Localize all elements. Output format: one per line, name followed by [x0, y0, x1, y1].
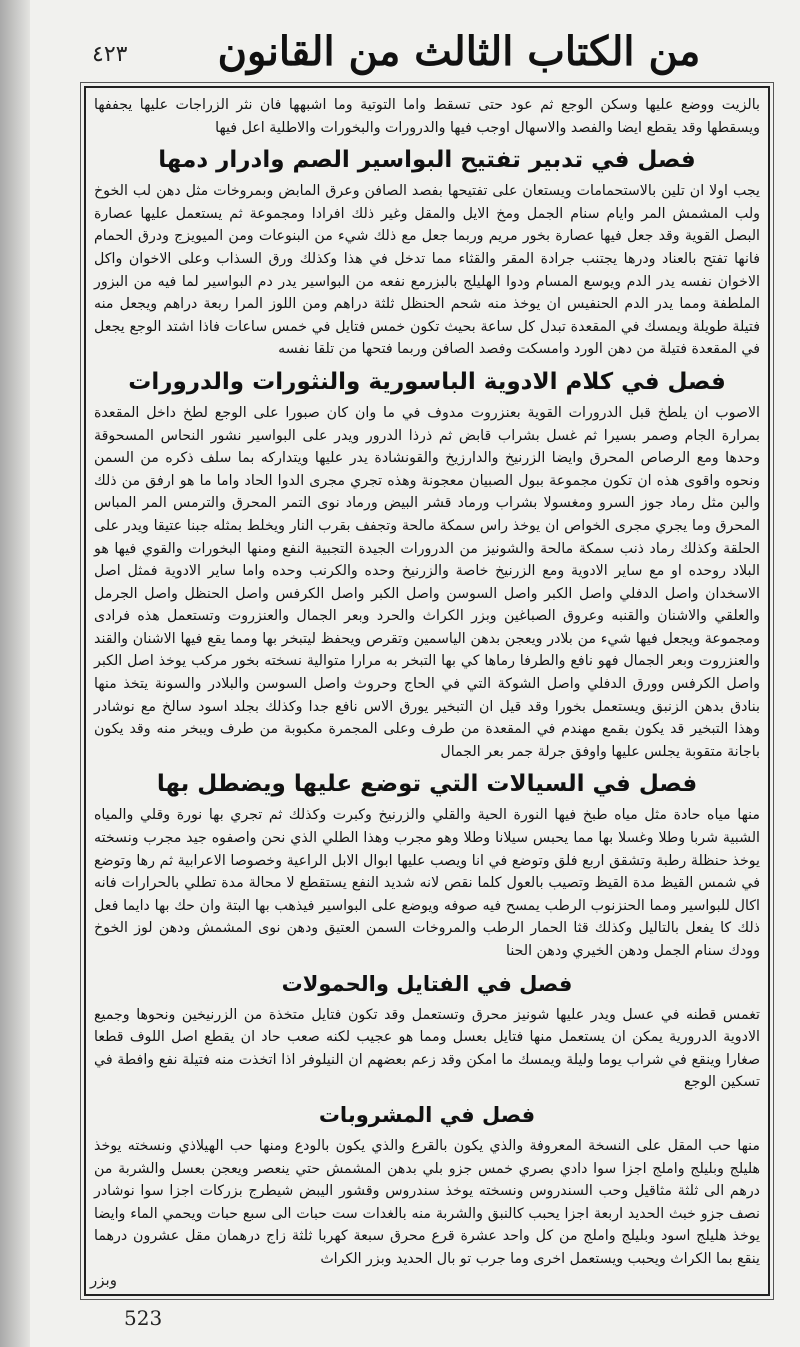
binding-gutter-shadow — [0, 0, 30, 1347]
catchword: وبزر — [90, 1271, 117, 1289]
section-text-2: الاصوب ان يلطخ قبل الدرورات القوية بعنزروت مدوف في ما وان كان صبورا على الوجع لطخ داخل المقعدة بمرارة الجام وصمر بسيرا ثم غسل بشراب قابض ثم ذرذا الدرور ويدر على البواسير نشور النحاس المسحوقة وحدها ومع الرصاص المحرق وايضا الزرنيخ والدارزيخ والقونشادة يدر عليها ويتداركه بما سلف ذكره من السمن ونحوه واقوى هذه ان تكون مجموعة ببول الصبيان معجونة وهذه تجري مجرى الدوا الحاد واما ما هو ارفق من ذلك والبن مثل رماد جوز السرو ومغسولا بشراب ورماد قشر البيض ورماد نوى التمر المحرق والترمس المر المباس المحرق وما يجري مجرى الخواص ان يوخذ راس سمكة مالحة وتجفف بقرب النار ويخلط بمثله جبنا عتيقا ويدر على الحلقة وكذلك رماد ذنب سمكة مالحة والشونيز من الدرورات الجيدة التجبية النفع ومنها البخورات والقوي فيها هو البلاد روحده او مع ساير الادوية ومع الزرنيخ خاصة والزرنيخ وحده والكرنب وحده واما ساير الادوية فمثل اصل الاسخدان واصل الدفلي واصل الكبر واصل السوسن واصل الكبر واصل الكرفس واصل الحنظل واصل الجرمل والعلقي والاشنان والقنبه وعروق الصباغين وبزر الكراث والحرد وبعر الجمال والعنزروت وتستعمل هذه فرادى ومجموعة ويجعل فيها شيء من بلادر ويعجن بدهن الياسمين وتقرص ويحفظ ليتبخر بها ومما يقع فيها الاشنان والقند والعنزروت وبعر الجمال فهو نافع والطرفا رماها كي بها التبخر به مرارا متوالية نسخته بخور مركب يوخذ اصل الكبر واصل الكرفس وورق الدفلي واصل الشوكة التي في الحاج وحروث واصل السوسن والبلادر والسونة يتخذ منها بنادق بدهن الزنبق ويستعمل بخورا وقد قيل ان التبخير يورق الاس نافع جدا وكذلك بجلد اسود سالخ مع نوشادر وهذا التبخير قد يكون بقمع مهندم في المقعدة من طرف وعلى المجمرة مكبوبة من طرف ويبخر منه وقد يكون باجانة متقوبة يجلس عليها واوفق جرلة جمر بعر الجمال — [94, 404, 760, 760]
section-heading-3: فصل في السيالات التي توضع عليها ويضطل بها — [156, 771, 698, 798]
section-text-1: يجب اولا ان تلين بالاستحمامات ويستعان على تفتيحها بفصد الصافن وعرق المابض وبمروخات مثل دهن لب الخوخ ولب المشمش المر وايام سنام الجمل ومخ الايل والمقل وغير ذلك افرادا ومجموعة ثم يستعمل عليها عصارة البصل القوية وقد جعل فيها عصارة بخور مريم وربما جعل مع ذلك شيء من البنوعات ومن الميويزج ودرق الحمام فانها تفتح بالعناد ودرها يجتنب جرادة المقر والقثاء مما تدخل في هذا وكذلك ورق السذاب وعلى الاخوان واكل الاخوان نفسه يدر الدم ويوسع المسام ودوا الهليلج بالبزرمع نفعه من البواسير يدر دم البواسير لما فيه من البزور الملطفة ومما يدر الدم الحنفيس ان يوخذ منه شحم الحنظل ثلثة دراهم ومن اللوز المرا ربعة دراهم ويجعل منه فتيلة طويلة ويمسك في المقعدة تبدل كل ساعة بحيث تكون خمس فتايل في خمس ساعات فاذا اشتد الوجع يجعل في المقعدة فتيلة من دهن الورد وامسكت وفصد الصافن وربما فتحها من تلقا نفسه — [94, 183, 760, 358]
section-text-5: منها حب المقل على النسخة المعروفة والذي يكون بالقرع والذي يكون بالودع ومنها حب الهيلاذي ونسخته يوخذ هليلج وبليلج واملج اجزا سوا دادي بصري خمس جزو بلي بدهن المشمش حتي ينعصر ويعجن بعسل والشربة من درهم الى ثلثة مثاقيل وحب السندروس ونسخته يوخذ سندروس وقشور اليبض شيطرج بزركات اجزا سوا نوشادر نصف جزو خبث الحديد اربعة اجزا يحبب كالنبق والشربة منه بالغدات ست حبات الى سبع حبات ويحمي الماء وايضا يوخذ هليلج اسود وبليلج واملج من كل واحد عشرة قرع محرق سبعة كهربا ثلثة زاج درهمان مقل عشرون درهما ينقع بما الكراث ويحبب ويستعمل اخرى وما جرب تو بال الحديد وبزر الكراث — [94, 1137, 760, 1267]
page-header — [84, 22, 764, 84]
main-text-body — [94, 94, 760, 1288]
section-heading-1: فصل في تدبير تفتيح البواسير الصم وادرار دمها — [158, 147, 696, 174]
page-number-top: ٤٢٣ — [92, 42, 128, 67]
section-text-3: منها مياه حادة مثل مياه طبخ فيها النورة الحية والقلي والزرنيخ وكبرت وكذلك ثم تجري بها نورة وقلي والمياه الشبية شربا وطلا وغسلا بها مما يحبس سيلانا وطلا وهو مجرب وهذا الطلي الذي نحن واصفوه جيد مجرب ونسخته يوخذ حنظلة رطبة وتشقق اربع فلق وتوضع في انا ويصب عليها ابوال الابل الراعية وخصوصا الاعرابية ثم رها وتوضع في شمس القيظ مدة القيظ وتصيب بالعول كلما نقص لانه شديد النفع يستقطع لا محالة مدة تطلي بالحرارات فانه اكال للبواسير ومما الحنزنوب الرطب يمسح فيه صوفه ويوضع على البواسير فيذهب بها البتة وان حك بها دايما فعل ذلك كا يفعل بالتاليل وكذلك قثا الحمار الرطب والمروخات السمن العتيق ودهن نوى المشمش ودهن لوز الخوخ وودك سنام الجمل ودهن الخيري ودهن الحنا — [94, 807, 760, 959]
section-heading-5: فصل في المشروبات — [318, 1102, 536, 1127]
section-heading-2: فصل في كلام الادوية الباسورية والنثورات والدرورات — [128, 368, 726, 395]
section-heading-4: فصل في الفتايل والحمولات — [281, 971, 573, 996]
text-frame — [84, 86, 770, 1296]
paragraph-continuation: بالزيت ووضع عليها وسكن الوجع ثم عود حتى تسقط واما التوتية وما اشبهها فان نثر الزراجات عليها يجففها ويسقطها وقد يقطع ايضا والفصد والاسهال اوجب فيها والدرورات والبخورات والاطلية اعل فيها — [94, 97, 760, 136]
section-text-4: تغمس قطنه في عسل ويدر عليها شونيز محرق وتستعمل وقد تكون فتايل متخذة من الزرنيخين ونحوها وجميع الادوية الدرورية يمكن ان يستعمل منها فتايل بعسل ومما هو عجيب لكنه صعب حاد ان يقطع اصل اللوف قطعا صغارا وينقع في شراب يوما وليلة ويمسك ما امكن وقد زعم بعضهم ان النيلوفر اذا اتخذت منه فتيلة نفع وافطة في تسكين الوجع — [94, 1006, 760, 1091]
running-title: من الكتاب الثالث من القانون — [217, 28, 701, 75]
folio-number: 523 — [124, 1306, 163, 1330]
